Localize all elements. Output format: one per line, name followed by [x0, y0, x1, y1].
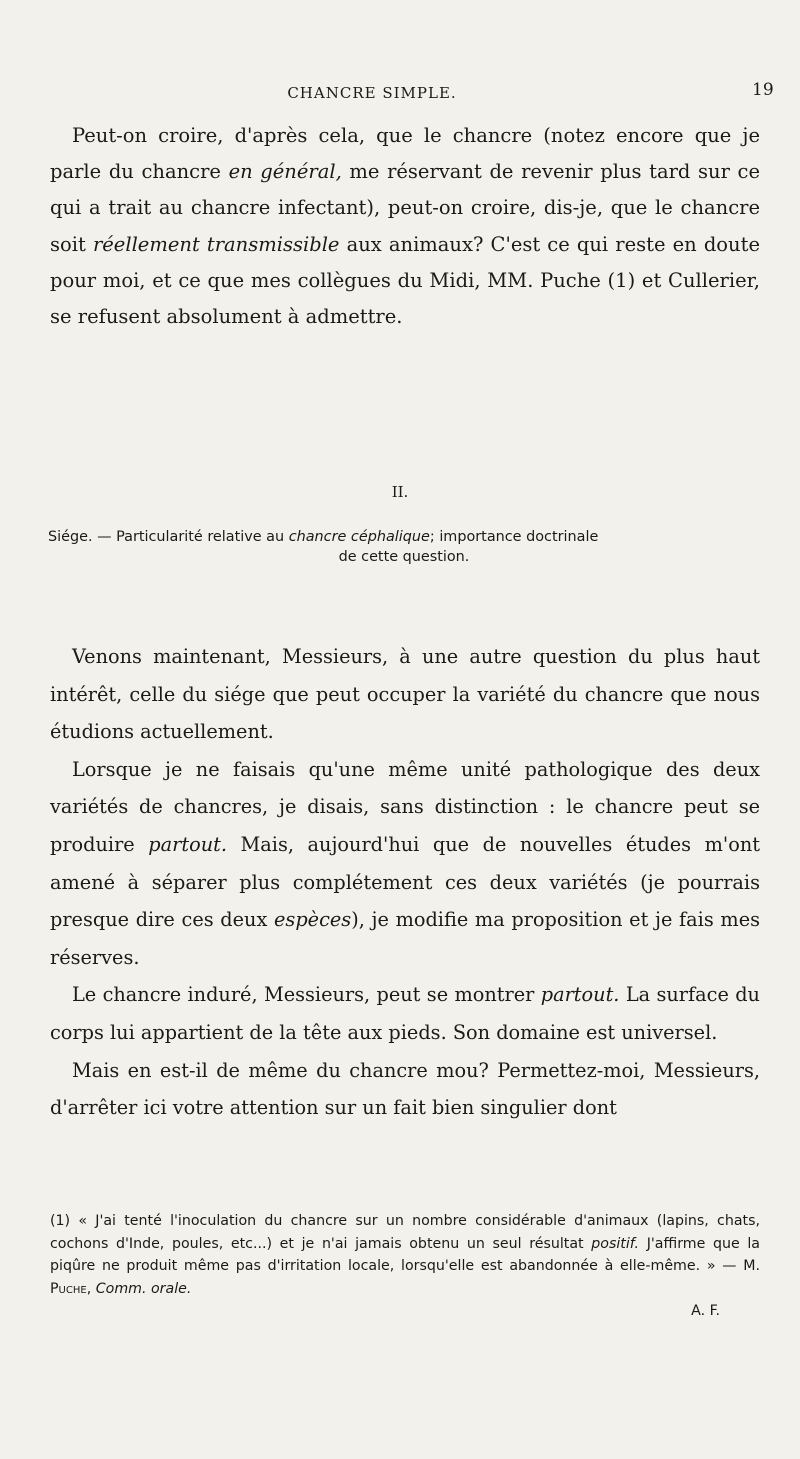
section-summary-line [48, 527, 760, 547]
section-summary-line: de cette question. [338, 549, 470, 565]
body-paragraph [50, 751, 760, 977]
text-run: Mais, aujourd'hui que de nouvelles études m'ont amené à séparer plus complétement ces deux variétés (je pourrais presque dire ces deux [50, 832, 760, 932]
italic-run: chancre céphalique [288, 529, 430, 545]
italic-run: en général, [228, 160, 342, 184]
page-number: 19 [752, 80, 774, 100]
text-run: Peut-on croire, d'après cela, que le chancre (notez encore que je parle du chancre [50, 124, 760, 184]
body-paragraph [50, 976, 760, 1051]
intro-paragraph-block [50, 118, 760, 335]
text-run: , [86, 1280, 96, 1297]
text-run: J'affirme que la piqûre ne produit même pas d'irritation locale, lorsqu'elle est abandonnée à elle-même. » — M. [50, 1235, 760, 1275]
footnote-author: Puche [50, 1280, 87, 1297]
italic-run: espèces [274, 908, 352, 932]
italic-run: positif. [591, 1235, 640, 1252]
footnote-source: Comm. orale. [95, 1280, 192, 1297]
body-text [50, 638, 760, 1127]
footnote-signature: A. F. [691, 1303, 720, 1320]
text-run: aux animaux? C'est ce qui reste en doute pour moi, et ce que mes collègues du Midi, MM. Puche (1) et Cullerier, se refusent absolument à admettre. [50, 232, 760, 329]
intro-paragraph [50, 118, 760, 335]
italic-run: partout. [148, 832, 227, 856]
text-run: La surface du corps lui appartient de la tête aux pieds. Son domaine est universel. [50, 983, 760, 1044]
body-paragraph: Venons maintenant, Messieurs, à une autre question du plus haut intérêt, celle du siége que peut occuper la variété du chancre que nous étudions actuellement. [50, 645, 760, 744]
footnote [50, 1210, 760, 1323]
text-run: Siége. — Particularité relative au [48, 529, 289, 545]
text-run: Le chancre induré, Messieurs, peut se montrer [72, 983, 541, 1007]
section-numeral: II. [391, 483, 409, 501]
footnote-text [50, 1210, 760, 1300]
text-run: me réservant de revenir plus tard sur ce qui a trait au chancre infectant), peut-on croire, dis-je, que le chancre soit [50, 160, 761, 256]
italic-run: réellement transmissible [92, 232, 340, 256]
body-paragraph: Mais en est-il de même du chancre mou? Permettez-moi, Messieurs, d'arrêter ici votre attention sur un fait bien singulier dont [50, 1058, 760, 1120]
text-run: Lorsque je ne faisais qu'une même unité pathologique des deux variétés de chancres, je disais, sans distinction : le chancre peut se produire [50, 757, 760, 856]
italic-run: partout. [540, 983, 620, 1007]
text-run: (1) « J'ai tenté l'inoculation du chancre sur un nombre considérable d'animaux (lapins, chats, cochons d'Inde, poules, etc...) et je n'ai jamais obtenu un seul résultat [50, 1213, 760, 1252]
text-run: ), je modifie ma proposition et je fais mes réserves. [50, 908, 760, 969]
section-summary [48, 527, 760, 567]
running-head: CHANCRE SIMPLE. [287, 84, 457, 102]
text-run: ; importance doctrinale [429, 529, 599, 545]
